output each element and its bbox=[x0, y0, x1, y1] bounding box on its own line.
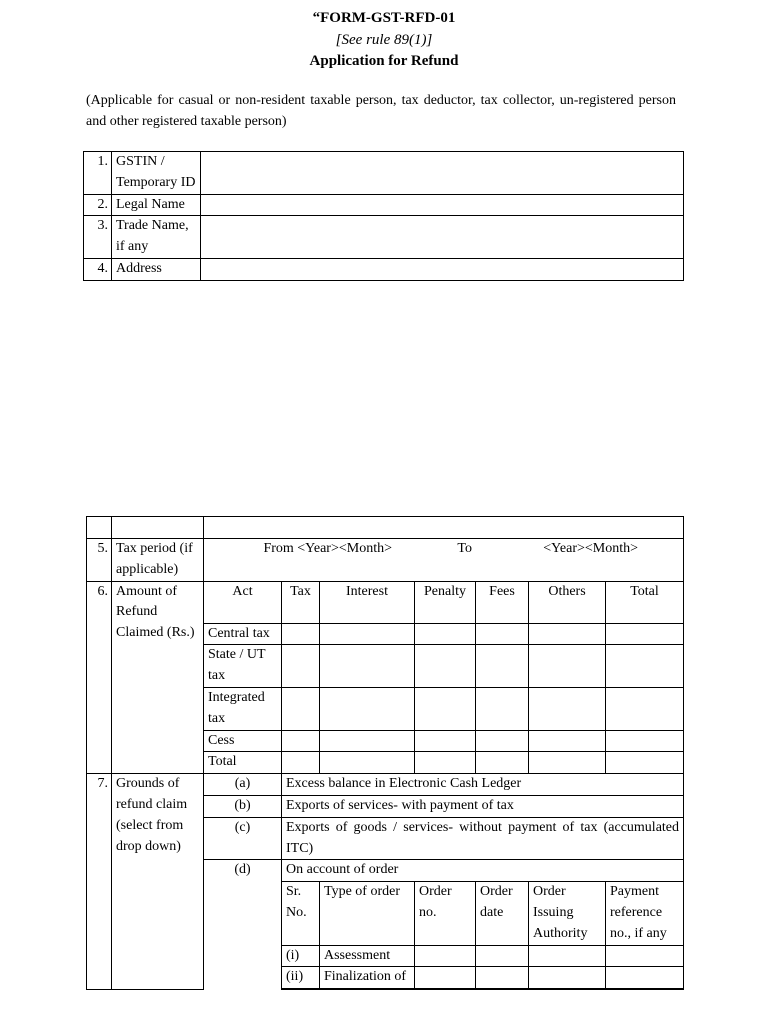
order-cell[interactable] bbox=[606, 967, 684, 989]
order-cell[interactable] bbox=[529, 989, 606, 990]
order-cell[interactable] bbox=[529, 967, 606, 989]
column-header: Total bbox=[606, 581, 684, 623]
amount-cell[interactable] bbox=[320, 645, 415, 688]
order-sr-no: (i) bbox=[282, 945, 320, 967]
column-header: Order no. bbox=[415, 882, 476, 945]
amount-cell[interactable] bbox=[415, 623, 476, 645]
refund-amount-label: Amount of Refund Claimed (Rs.) bbox=[112, 581, 204, 774]
table-row bbox=[84, 194, 684, 216]
row-label-gstin: GSTIN / Temporary ID bbox=[112, 152, 201, 195]
column-header: Fees bbox=[476, 581, 529, 623]
act-label: State / UT tax bbox=[204, 645, 282, 688]
row-number: 7. bbox=[87, 774, 112, 990]
table-row bbox=[84, 258, 684, 280]
amount-cell[interactable] bbox=[476, 687, 529, 730]
grounds-label: Grounds of refund claim (select from drop down) bbox=[112, 774, 204, 990]
column-header: Sr. No. bbox=[282, 882, 320, 945]
amount-cell[interactable] bbox=[606, 645, 684, 688]
row-label-address: Address bbox=[112, 258, 201, 280]
to-label: To bbox=[457, 541, 472, 556]
amount-cell[interactable] bbox=[476, 645, 529, 688]
act-label: Total bbox=[204, 752, 282, 774]
row-label-trade-name: Trade Name, if any bbox=[112, 216, 201, 259]
amount-cell[interactable] bbox=[606, 752, 684, 774]
amount-cell[interactable] bbox=[282, 645, 320, 688]
order-cell[interactable] bbox=[476, 945, 529, 967]
amount-cell[interactable] bbox=[606, 687, 684, 730]
order-cell[interactable] bbox=[606, 989, 684, 990]
amount-cell[interactable] bbox=[415, 687, 476, 730]
option-text: On account of order bbox=[282, 860, 684, 882]
order-sr-no: (ii) bbox=[282, 967, 320, 989]
option-text: Excess balance in Electronic Cash Ledger bbox=[282, 774, 684, 796]
order-cell[interactable] bbox=[415, 989, 476, 990]
grounds-option-row[interactable] bbox=[87, 774, 684, 796]
act-label: Cess bbox=[204, 730, 282, 752]
option-code: (b) bbox=[204, 795, 282, 817]
option-code: (d) bbox=[204, 860, 282, 990]
option-text: Exports of goods / services- without payment of tax (accumulated ITC) bbox=[282, 817, 684, 860]
column-header: Penalty bbox=[415, 581, 476, 623]
amount-cell[interactable] bbox=[606, 623, 684, 645]
order-cell[interactable] bbox=[606, 945, 684, 967]
order-cell[interactable] bbox=[529, 945, 606, 967]
to-period: <Year><Month> bbox=[543, 541, 638, 556]
amount-cell[interactable] bbox=[320, 752, 415, 774]
column-header: Order date bbox=[476, 882, 529, 945]
order-cell[interactable] bbox=[476, 989, 529, 990]
amount-cell[interactable] bbox=[606, 730, 684, 752]
table-row bbox=[84, 152, 684, 195]
order-cell[interactable] bbox=[282, 989, 320, 990]
amount-cell[interactable] bbox=[529, 687, 606, 730]
act-label: Integrated tax bbox=[204, 687, 282, 730]
applicability-note: (Applicable for casual or non-resident taxable person, tax deductor, tax collector, un-registered person and other registered taxable person) bbox=[86, 93, 676, 129]
column-header: Payment reference no., if any bbox=[606, 882, 684, 945]
form-title: “FORM-GST-RFD-01 bbox=[312, 10, 456, 26]
amount-cell[interactable] bbox=[529, 730, 606, 752]
table-row bbox=[84, 216, 684, 259]
amount-cell[interactable] bbox=[476, 752, 529, 774]
row-label-legal-name: Legal Name bbox=[112, 194, 201, 216]
blank-cell bbox=[112, 517, 204, 539]
order-cell[interactable] bbox=[415, 945, 476, 967]
column-header: Type of order bbox=[320, 882, 415, 945]
amount-cell[interactable] bbox=[282, 623, 320, 645]
column-header: Interest bbox=[320, 581, 415, 623]
row-number: 2. bbox=[84, 194, 112, 216]
blank-cell bbox=[204, 517, 684, 539]
amount-cell[interactable] bbox=[476, 623, 529, 645]
tax-period-label: Tax period (if applicable) bbox=[112, 539, 204, 582]
amount-cell[interactable] bbox=[415, 645, 476, 688]
row-number: 4. bbox=[84, 258, 112, 280]
table-row bbox=[87, 581, 684, 623]
refund-details-table bbox=[86, 516, 684, 990]
amount-cell[interactable] bbox=[415, 730, 476, 752]
amount-cell[interactable] bbox=[415, 752, 476, 774]
column-header: Tax bbox=[282, 581, 320, 623]
order-cell[interactable] bbox=[320, 989, 415, 990]
row-number: 3. bbox=[84, 216, 112, 259]
gstin-field[interactable] bbox=[201, 152, 684, 195]
column-header: Act bbox=[204, 581, 282, 623]
form-subtitle: Application for Refund bbox=[309, 53, 459, 69]
column-header: Others bbox=[529, 581, 606, 623]
amount-cell[interactable] bbox=[282, 730, 320, 752]
amount-cell[interactable] bbox=[529, 623, 606, 645]
from-period: From <Year><Month> bbox=[263, 541, 392, 556]
rule-reference: [See rule 89(1)] bbox=[335, 32, 433, 48]
tax-period-row bbox=[87, 539, 684, 582]
option-code: (a) bbox=[204, 774, 282, 796]
option-code: (c) bbox=[204, 817, 282, 860]
option-text: Exports of services- with payment of tax bbox=[282, 795, 684, 817]
amount-cell[interactable] bbox=[320, 623, 415, 645]
order-type: Assessment bbox=[320, 945, 415, 967]
column-header: Order Issuing Authority bbox=[529, 882, 606, 945]
act-label: Central tax bbox=[204, 623, 282, 645]
order-cell[interactable] bbox=[415, 967, 476, 989]
address-field[interactable] bbox=[201, 258, 684, 280]
trade-name-field[interactable] bbox=[201, 216, 684, 259]
row-number: 1. bbox=[84, 152, 112, 195]
row-number: 5. bbox=[87, 539, 112, 582]
order-type: Finalization of bbox=[320, 967, 415, 989]
table-row bbox=[87, 517, 684, 539]
applicant-details-table bbox=[83, 151, 684, 281]
amount-cell[interactable] bbox=[282, 687, 320, 730]
amount-cell[interactable] bbox=[320, 687, 415, 730]
tax-period-field[interactable] bbox=[204, 539, 684, 582]
row-number: 6. bbox=[87, 581, 112, 774]
amount-cell[interactable] bbox=[320, 730, 415, 752]
blank-cell bbox=[87, 517, 112, 539]
amount-cell[interactable] bbox=[282, 752, 320, 774]
amount-cell[interactable] bbox=[476, 730, 529, 752]
amount-cell[interactable] bbox=[529, 645, 606, 688]
amount-cell[interactable] bbox=[529, 752, 606, 774]
order-cell[interactable] bbox=[476, 967, 529, 989]
legal-name-field[interactable] bbox=[201, 194, 684, 216]
